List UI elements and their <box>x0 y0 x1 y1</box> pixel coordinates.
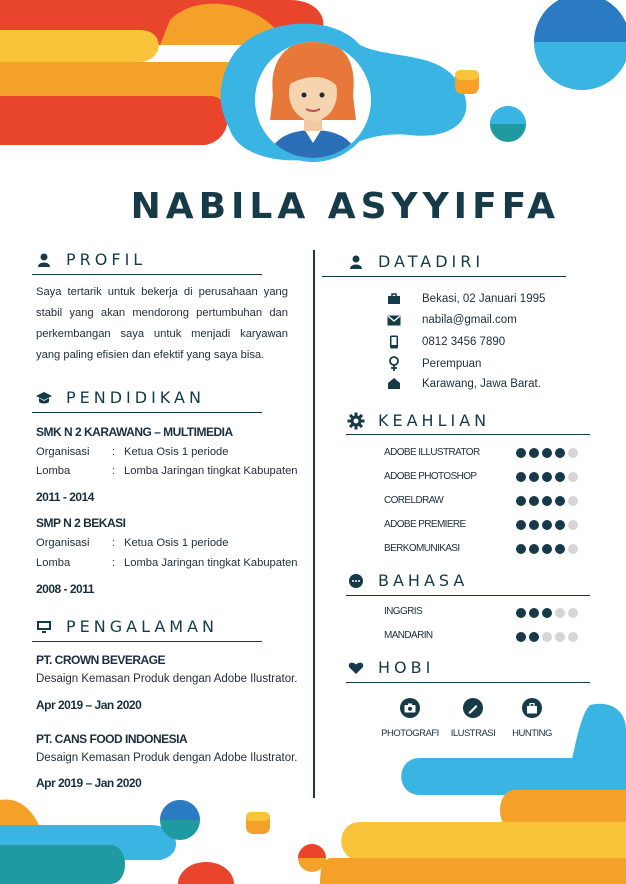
rating-dot-empty <box>568 608 578 618</box>
company-name: PT. CROWN BEVERAGE <box>36 653 166 667</box>
user-icon <box>344 253 368 271</box>
language-rating <box>516 608 578 618</box>
rating-dot-empty <box>568 520 578 530</box>
phone-icon <box>386 335 402 349</box>
rating-dot-filled <box>516 632 526 642</box>
section-title: PENDIDIKAN <box>66 388 205 407</box>
rating-dot-empty <box>555 608 565 618</box>
bag-icon <box>522 698 542 718</box>
rating-dot-filled <box>529 472 539 482</box>
info-text: Karawang, Jawa Barat. <box>422 377 541 390</box>
divider <box>32 412 262 413</box>
pendidikan-header <box>32 388 205 407</box>
divider <box>32 641 262 642</box>
rating-dot-filled <box>529 520 539 530</box>
rating-dot-filled <box>542 448 552 458</box>
info-text: Bekasi, 02 Januari 1995 <box>422 293 546 305</box>
language-label: MANDARIN <box>384 630 433 641</box>
job-period: Apr 2019 – Jan 2020 <box>36 698 142 712</box>
skill-label: CORELDRAW <box>384 495 444 506</box>
value: Ketua Osis 1 periode <box>124 446 229 458</box>
divider <box>346 682 590 683</box>
bahasa-header <box>344 571 468 590</box>
job-period: Apr 2019 – Jan 2020 <box>36 776 142 790</box>
skill-rating <box>516 472 578 482</box>
camera-icon <box>400 698 420 718</box>
rating-dot-filled <box>516 608 526 618</box>
briefcase-icon <box>386 293 402 305</box>
value: Lomba Jaringan tingkat Kabupaten <box>124 557 298 569</box>
value: Lomba Jaringan tingkat Kabupaten <box>124 465 298 477</box>
rating-dot-filled <box>516 544 526 554</box>
rating-dot-filled <box>555 520 565 530</box>
chat-bubble-icon <box>344 572 368 590</box>
skill-label: ADOBE PHOTOSHOP <box>384 471 477 482</box>
skill-label: ADOBE ILLUSTRATOR <box>384 447 480 458</box>
label: Lomba <box>36 465 71 477</box>
info-email <box>386 314 517 326</box>
info-address <box>386 377 541 390</box>
section-title: HOBI <box>378 658 435 677</box>
hobby-label: HUNTING <box>512 728 552 739</box>
rating-dot-empty <box>568 496 578 506</box>
rating-dot-filled <box>542 544 552 554</box>
school-years: 2011 - 2014 <box>36 490 94 504</box>
hobby-label: PHOTOGRAFI <box>381 728 439 739</box>
skill-rating <box>516 544 578 554</box>
section-title: BAHASA <box>378 571 469 590</box>
info-phone <box>386 335 505 349</box>
section-title: KEAHLIAN <box>378 411 491 430</box>
divider <box>346 595 590 596</box>
job-desc: Desaign Kemasan Produk dengan Adobe Ilustrator. <box>36 752 298 764</box>
column-divider <box>313 250 315 798</box>
candidate-name: NABILA ASYYIFFA <box>130 186 560 227</box>
info-text: Perempuan <box>422 357 482 370</box>
info-birth <box>386 293 545 305</box>
separator: : <box>112 465 116 477</box>
datadiri-header <box>344 252 484 271</box>
language-rating <box>516 632 578 642</box>
rating-dot-empty <box>568 632 578 642</box>
heart-icon <box>344 659 368 677</box>
rating-dot-filled <box>555 472 565 482</box>
info-text: 0812 3456 7890 <box>422 336 506 348</box>
rating-dot-filled <box>542 496 552 506</box>
rating-dot-filled <box>516 472 526 482</box>
skill-label: ADOBE PREMIERE <box>384 519 466 530</box>
keahlian-header <box>344 411 490 430</box>
hobby-item <box>375 698 445 739</box>
separator: : <box>112 446 116 458</box>
label: Lomba <box>36 557 71 569</box>
rating-dot-filled <box>542 608 552 618</box>
home-icon <box>386 377 402 390</box>
rating-dot-filled <box>529 632 539 642</box>
section-title: PENGALAMAN <box>66 617 219 636</box>
rating-dot-filled <box>555 448 565 458</box>
hobby-item <box>497 698 567 739</box>
value: Ketua Osis 1 periode <box>124 537 229 549</box>
mail-icon <box>386 315 402 326</box>
skill-label: BERKOMUNIKASI <box>384 543 460 554</box>
female-icon <box>386 356 402 371</box>
pengalaman-header <box>32 617 218 636</box>
divider <box>322 276 566 277</box>
rating-dot-filled <box>516 496 526 506</box>
separator: : <box>112 557 116 569</box>
info-text: nabila@gmail.com <box>422 314 517 326</box>
section-title: PROFIL <box>66 250 147 269</box>
hobby-label: ILUSTRASI <box>450 728 496 739</box>
rating-dot-empty <box>542 632 552 642</box>
school-name: SMP N 2 BEKASI <box>36 516 126 530</box>
label: Organisasi <box>36 537 90 549</box>
rating-dot-filled <box>529 496 539 506</box>
pencil-icon <box>463 698 483 718</box>
school-name: SMK N 2 KARAWANG – MULTIMEDIA <box>36 425 233 439</box>
rating-dot-filled <box>555 496 565 506</box>
company-name: PT. CANS FOOD INDONESIA <box>36 732 188 746</box>
rating-dot-empty <box>568 544 578 554</box>
rating-dot-filled <box>542 520 552 530</box>
school-years: 2008 - 2011 <box>36 582 94 596</box>
rating-dot-filled <box>529 608 539 618</box>
skill-rating <box>516 448 578 458</box>
rating-dot-empty <box>568 472 578 482</box>
divider <box>346 434 590 435</box>
divider <box>32 274 262 275</box>
rating-dot-filled <box>529 544 539 554</box>
monitor-icon <box>32 618 56 636</box>
rating-dot-filled <box>516 448 526 458</box>
language-label: INGGRIS <box>384 606 423 617</box>
rating-dot-filled <box>516 520 526 530</box>
profil-header <box>32 250 146 269</box>
job-desc: Desaign Kemasan Produk dengan Adobe Ilustrator. <box>36 673 298 685</box>
rating-dot-filled <box>542 472 552 482</box>
rating-dot-empty <box>555 632 565 642</box>
avatar <box>248 35 378 165</box>
graduation-cap-icon <box>32 389 56 407</box>
rating-dot-filled <box>529 448 539 458</box>
label: Organisasi <box>36 446 90 458</box>
user-icon <box>32 251 56 269</box>
separator: : <box>112 537 116 549</box>
hobi-header <box>344 658 434 677</box>
profil-text: Saya tertarik untuk bekerja di perusahaan yang stabil yang akan mendorong pertumbuhan dan perkembangan saya untuk menjadi karyawan yang paling efisien dan efektif yang saya bisa. <box>36 286 288 361</box>
section-title: DATADIRI <box>378 252 485 271</box>
skill-rating <box>516 496 578 506</box>
skill-rating <box>516 520 578 530</box>
info-gender <box>386 356 481 371</box>
rating-dot-filled <box>555 544 565 554</box>
rating-dot-empty <box>568 448 578 458</box>
gear-icon <box>344 412 368 430</box>
